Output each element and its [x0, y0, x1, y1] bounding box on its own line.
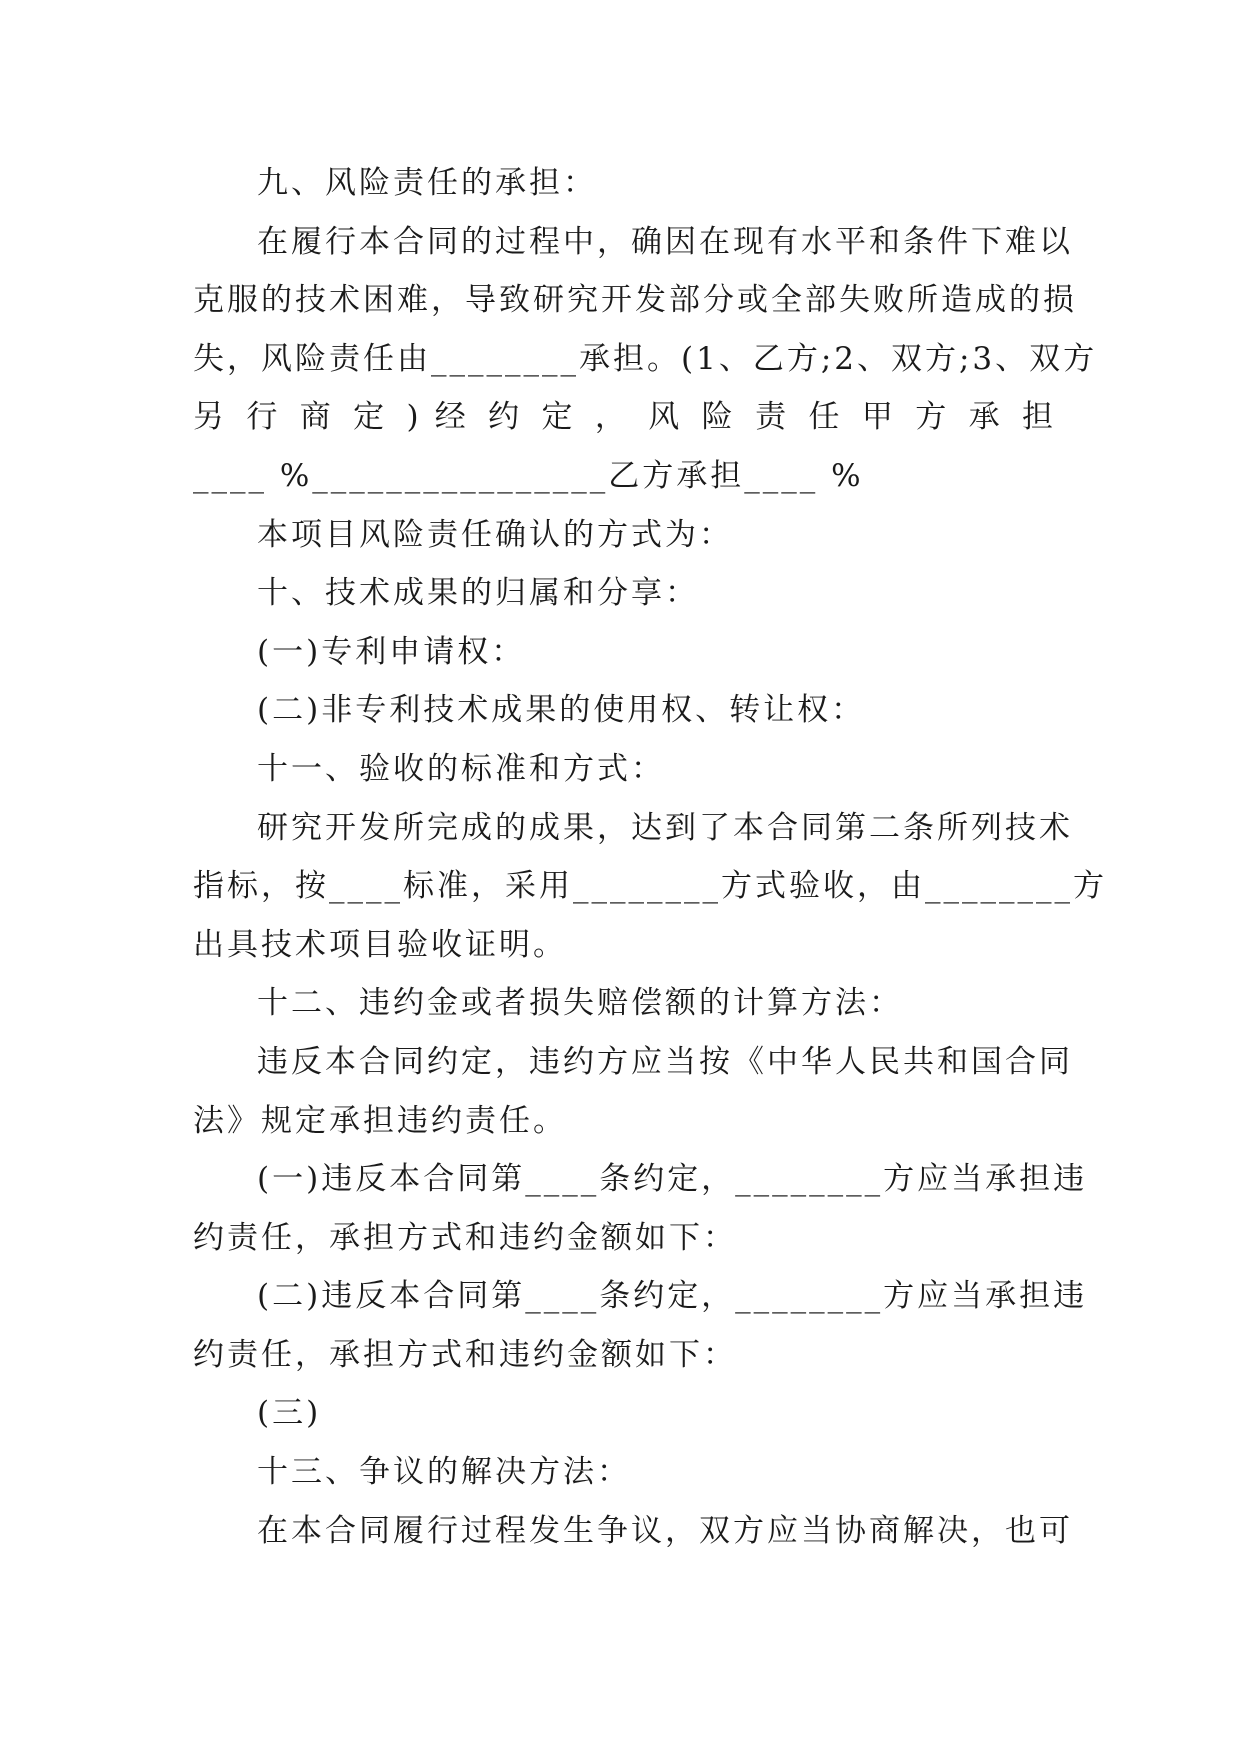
paragraph-line: 另 行 商 定 ) 经 约 定 ， 风 险 责 任 甲 方 承 担 [193, 399, 1053, 436]
section-heading-ownership: 十、技术成果的归属和分享： [257, 575, 699, 612]
subsection-breach-2: (二)违反本合同第____条约定，________方应当承担违 [257, 1278, 1088, 1315]
paragraph-line: 约责任，承担方式和违约金额如下： [193, 1336, 737, 1373]
paragraph-line: ____ %________________乙方承担____ % [193, 457, 864, 494]
paragraph-line: 失，风险责任由________承担。(1、乙方;2、双方;3、双方 [193, 340, 1098, 377]
section-heading-penalty: 十二、违约金或者损失赔偿额的计算方法： [257, 985, 903, 1022]
paragraph-line: 在履行本合同的过程中，确因在现有水平和条件下难以 [257, 223, 1073, 260]
subsection-breach-3: (三) [257, 1395, 322, 1432]
paragraph-line: 违反本合同约定，违约方应当按《中华人民共和国合同 [257, 1043, 1073, 1080]
paragraph-line: 指标，按____标准，采用________方式验收，由________方 [193, 868, 1107, 905]
subsection-breach-1: (一)违反本合同第____条约定，________方应当承担违 [257, 1161, 1088, 1198]
subsection-patent: (一)专利申请权： [257, 633, 526, 670]
paragraph-line: 本项目风险责任确认的方式为： [257, 516, 733, 553]
paragraph-line: 克服的技术困难，导致研究开发部分或全部失败所造成的损 [193, 282, 1077, 319]
paragraph-line: 法》规定承担违约责任。 [193, 1102, 567, 1139]
section-heading-dispute: 十三、争议的解决方法： [257, 1454, 631, 1491]
paragraph-line: 出具技术项目验收证明。 [193, 926, 567, 963]
document-page [193, 154, 1107, 1560]
paragraph-line: 在本合同履行过程发生争议，双方应当协商解决，也可 [257, 1512, 1073, 1549]
section-heading-risk: 九、风险责任的承担： [257, 165, 597, 201]
subsection-non-patent: (二)非专利技术成果的使用权、转让权： [257, 692, 866, 729]
section-heading-acceptance: 十一、验收的标准和方式： [257, 750, 665, 787]
paragraph-line: 约责任，承担方式和违约金额如下： [193, 1219, 737, 1256]
paragraph-line: 研究开发所完成的成果，达到了本合同第二条所列技术 [257, 809, 1073, 846]
